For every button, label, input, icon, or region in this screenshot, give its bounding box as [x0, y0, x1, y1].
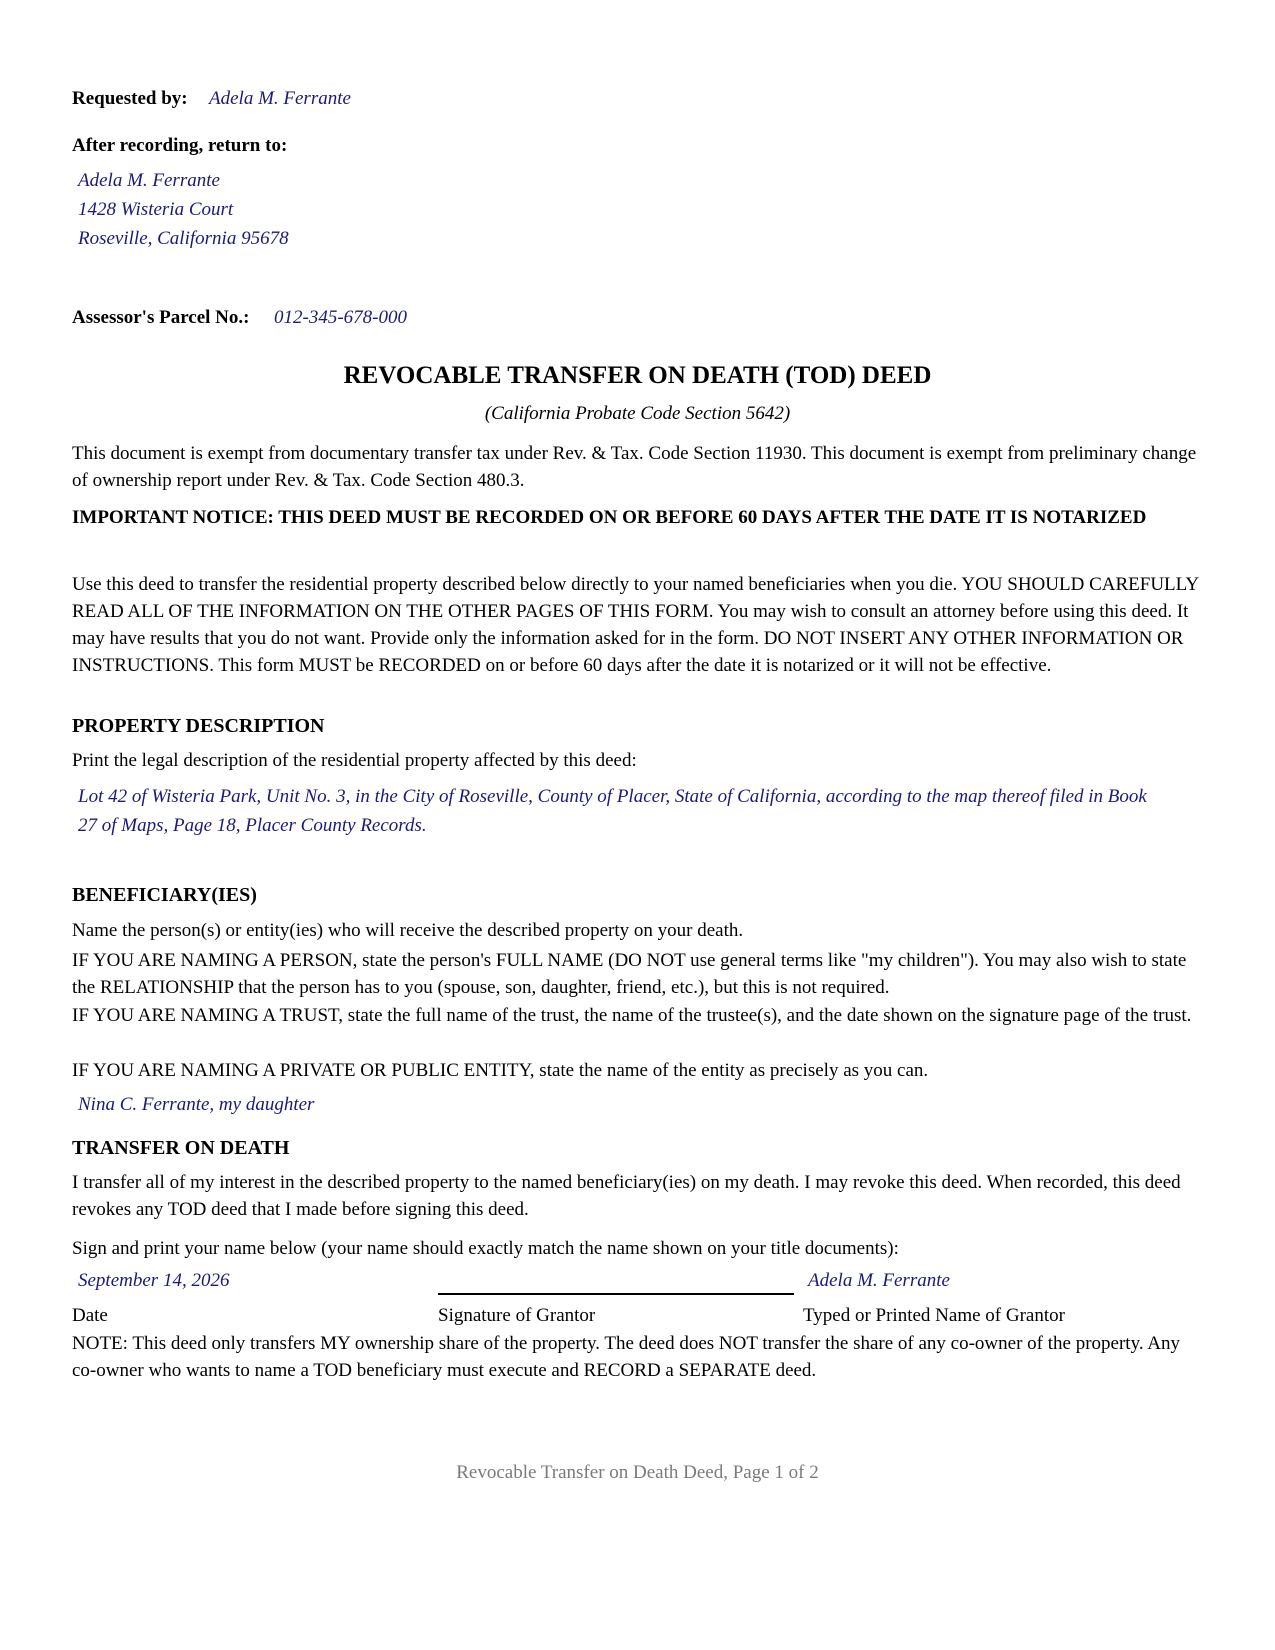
important-notice: IMPORTANT NOTICE: THIS DEED MUST BE RECORDED ON OR BEFORE 60 DAYS AFTER THE DATE IT IS NOTARIZED — [72, 507, 1147, 528]
return-to-name: Adela M. Ferrante — [78, 170, 220, 191]
parcel-label: Assessor's Parcel No.: — [72, 307, 250, 328]
co-owner-note: NOTE: This deed only transfers MY ownership share of the property. The deed does NOT transfer the share of any co-owner of the property. Any co-owner who wants to name a TOD beneficiary must execute and RECORD a SEPARATE deed. — [72, 1333, 1181, 1381]
instructions-text: Use this deed to transfer the residential property described below directly to your named beneficiaries when you die. YOU SHOULD CAREFULLY READ ALL OF THE INFORMATION ON THE OTHER PAGES OF THIS FORM. You may wish to consult an attorney before using this deed. It may have results that you do not want. Provide only the information asked for in the form. DO NOT INSERT ANY OTHER INFORMATION OR INSTRUCTIONS. This form MUST be RECORDED on or before 60 days after the date it is notarized or it will not be effective. — [72, 574, 1199, 676]
return-to-label: After recording, return to: — [72, 135, 288, 156]
requested-by-label: Requested by: — [72, 88, 188, 109]
beneficiary-person-instructions: IF YOU ARE NAMING A PERSON, state the person's FULL NAME (DO NOT use general terms like "my children"). You may also wish to state the RELATIONSHIP that the person has to you (spouse, son, daughter, friend, etc.), but this is not required. — [72, 950, 1187, 998]
property-heading: PROPERTY DESCRIPTION — [72, 715, 325, 737]
grantor-name-value: Adela M. Ferrante — [808, 1270, 950, 1291]
date-label: Date — [72, 1305, 108, 1326]
beneficiary-intro: Name the person(s) or entity(ies) who will receive the described property on your death. — [72, 920, 744, 941]
grantor-name-label: Typed or Printed Name of Grantor — [803, 1305, 1065, 1326]
document-title: REVOCABLE TRANSFER ON DEATH (TOD) DEED — [343, 362, 932, 389]
beneficiary-heading: BENEFICIARY(IES) — [72, 884, 257, 906]
transfer-text: I transfer all of my interest in the described property to the named beneficiary(ies) on my death. I may revoke this deed. When recorded, this deed revokes any TOD deed that I made before signing this deed. — [72, 1172, 1181, 1220]
page-footer: Revocable Transfer on Death Deed, Page 1 of 2 — [456, 1462, 819, 1483]
signature-label: Signature of Grantor — [438, 1305, 596, 1326]
beneficiary-entity-instructions: IF YOU ARE NAMING A PRIVATE OR PUBLIC ENTITY, state the name of the entity as precisely as you can. — [72, 1060, 929, 1081]
document-subtitle: (California Probate Code Section 5642) — [484, 403, 791, 424]
date-value: September 14, 2026 — [78, 1270, 230, 1291]
property-prompt: Print the legal description of the residential property affected by this deed: — [72, 750, 637, 771]
exemption-text: This document is exempt from documentary transfer tax under Rev. & Tax. Code Section 11930. This document is exempt from preliminary change of ownership report under Rev. & Tax. Code Section 480.3. — [72, 443, 1197, 491]
return-to-city: Roseville, California 95678 — [78, 228, 289, 249]
transfer-heading: TRANSFER ON DEATH — [72, 1137, 290, 1159]
return-to-street: 1428 Wisteria Court — [78, 199, 234, 220]
requested-by-value: Adela M. Ferrante — [209, 88, 351, 109]
sign-prompt: Sign and print your name below (your name should exactly match the name shown on your title documents): — [72, 1238, 899, 1259]
beneficiary-trust-instructions: IF YOU ARE NAMING A TRUST, state the full name of the trust, the name of the trustee(s), and the date shown on the signature page of the trust. — [72, 1005, 1192, 1026]
signature-line — [438, 1293, 794, 1295]
property-description-value: Lot 42 of Wisteria Park, Unit No. 3, in the City of Roseville, County of Placer, State of California, according to the map thereof filed in Book 27 of Maps, Page 18, Placer County Records. — [78, 786, 1147, 836]
parcel-value: 012-345-678-000 — [274, 307, 407, 328]
beneficiary-value: Nina C. Ferrante, my daughter — [78, 1094, 315, 1115]
